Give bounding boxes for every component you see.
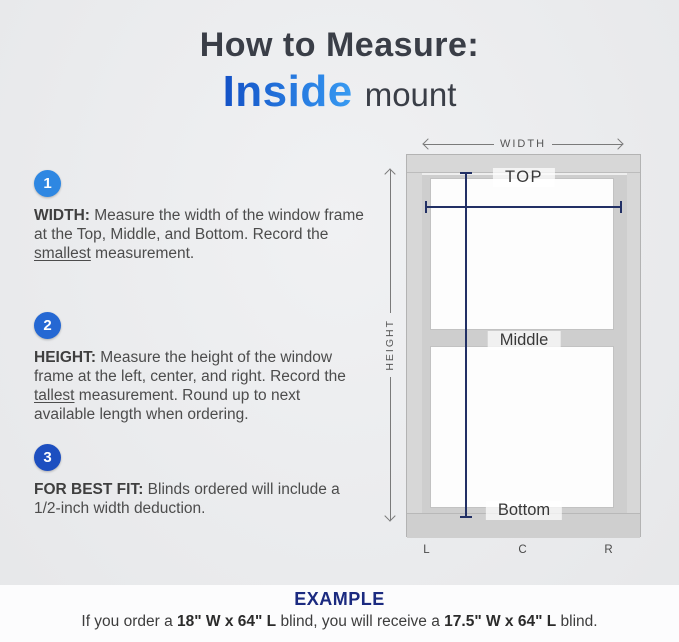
window-upper-pane — [430, 178, 614, 330]
step-1-label: WIDTH: — [34, 207, 90, 224]
height-measure-line — [465, 172, 467, 518]
width-dimension-arrow — [424, 136, 622, 152]
step-3-number-badge: 3 — [34, 444, 61, 471]
top-position-label: TOP — [493, 168, 555, 187]
height-label: HEIGHT — [384, 319, 396, 371]
step-1-number-badge: 1 — [34, 170, 61, 197]
arrow-left-icon — [424, 144, 494, 145]
width-measure-line — [425, 206, 622, 208]
step-2-label: HEIGHT: — [34, 349, 96, 366]
center-mark: C — [518, 544, 528, 556]
bottom-position-label: Bottom — [486, 501, 562, 520]
step-2-body-end: measurement. Round up to next available length when ordering. — [34, 387, 301, 423]
step-1-body-end: measurement. — [90, 245, 195, 262]
step-1-underlined-word: smallest — [34, 245, 91, 262]
page-title — [0, 26, 679, 117]
example-section — [0, 585, 679, 642]
example-seg-1: If you order a — [81, 613, 178, 630]
title-suffix: mount — [364, 76, 457, 113]
example-seg-3: blind, you will receive a — [276, 613, 445, 630]
example-seg-5: blind. — [556, 613, 598, 630]
example-heading: EXAMPLE — [294, 589, 385, 609]
step-2-underlined-word: tallest — [34, 387, 75, 404]
middle-position-label: Middle — [488, 331, 561, 350]
right-mark: R — [604, 544, 614, 556]
step-1 — [34, 170, 364, 263]
height-dimension-arrow — [382, 170, 398, 520]
step-3-text — [34, 480, 364, 518]
arrow-right-icon — [552, 144, 622, 145]
title-highlight: Inside — [222, 67, 353, 116]
step-2 — [34, 312, 364, 424]
step-2-text — [34, 348, 364, 424]
example-sentence — [0, 613, 679, 631]
example-received-size: 17.5" W x 64" L — [444, 613, 557, 630]
window-lower-pane — [430, 346, 614, 508]
title-line-2 — [0, 67, 679, 117]
step-2-body: Measure the height of the window frame at the left, center, and right. Record the — [34, 349, 346, 385]
step-3-label: FOR BEST FIT: — [34, 481, 144, 498]
title-line-1: How to Measure: — [199, 26, 480, 64]
left-mark: L — [423, 544, 431, 556]
width-label: WIDTH — [499, 138, 547, 150]
step-1-text — [34, 206, 364, 263]
step-3-body: Blinds ordered will include a 1/2-inch width deduction. — [34, 481, 340, 517]
step-1-body: Measure the width of the window frame at the Top, Middle, and Bottom. Record the — [34, 207, 364, 243]
arrow-up-icon — [390, 170, 391, 313]
step-2-number-badge: 2 — [34, 312, 61, 339]
example-ordered-size: 18" W x 64" L — [177, 613, 277, 630]
step-3 — [34, 444, 364, 518]
arrow-down-icon — [390, 377, 391, 520]
